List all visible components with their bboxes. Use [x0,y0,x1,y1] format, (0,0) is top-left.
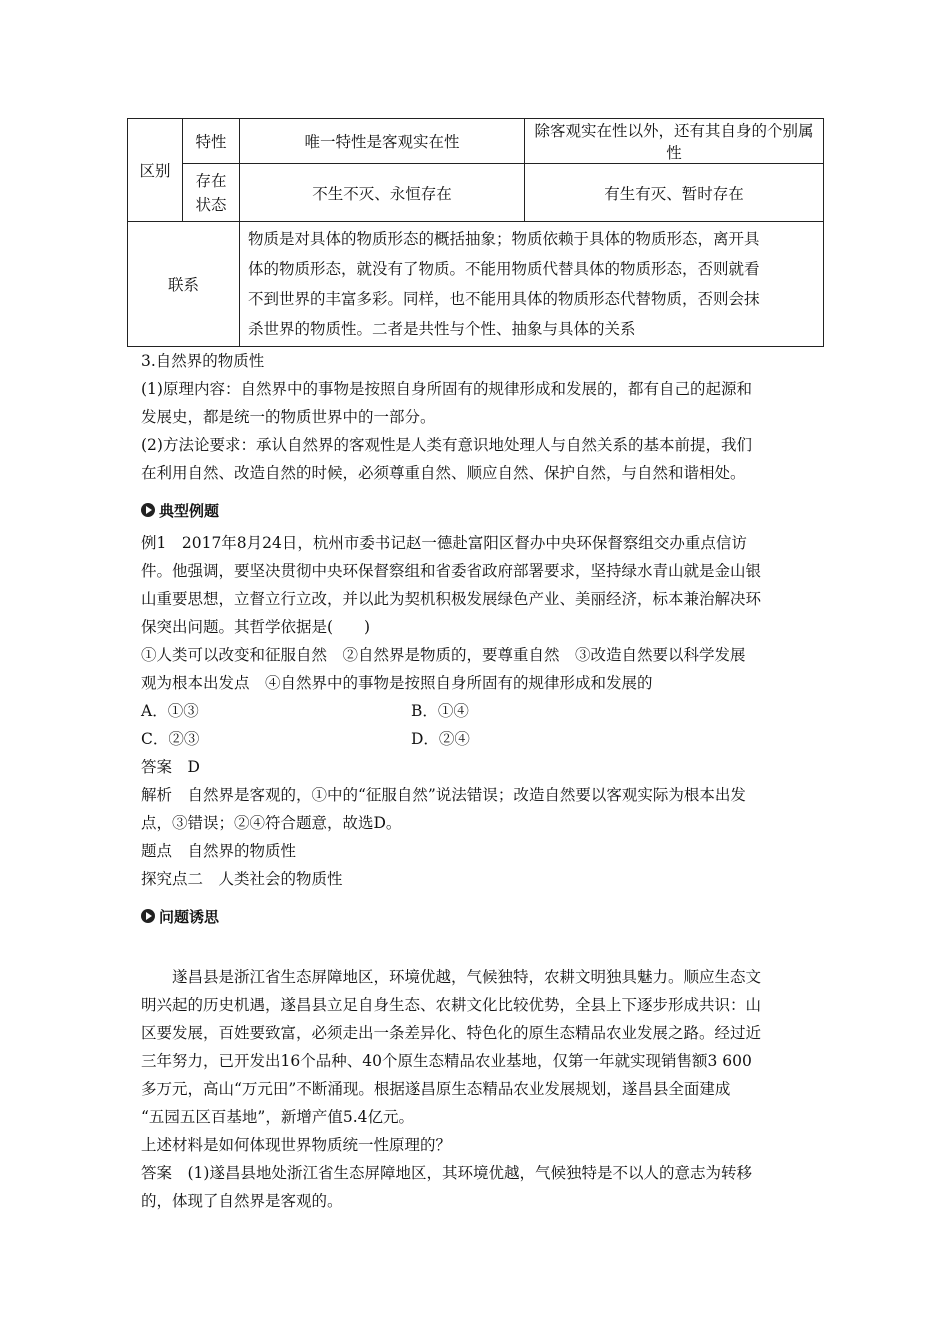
option-a: A．①③ [141,702,199,720]
heading-question [141,904,219,928]
section3-line: (2)方法论要求：承认自然界的客观性是人类有意识地处理人与自然关系的基本前提，我们 [141,436,752,454]
lianxi-line: 杀世界的物质性。二者是共性与个性、抽象与具体的关系 [248,320,636,338]
cell-form-trait: 除客观实在性以外，还有其自身的个别属性 [525,119,824,164]
example-block [141,529,821,893]
example-line: 山重要思想，立督立行立改，并以此为契机积极发展绿色产业、美丽经济，标本兼治解决环 [141,590,762,608]
question: 上述材料是如何体现世界物质统一性原理的？ [141,1136,452,1154]
example-line: 保突出问题。其哲学依据是( ) [141,618,371,636]
answer-line: 的，体现了自然界是客观的。 [141,1192,343,1210]
answer-line: 答案 (1)遂昌县地处浙江省生态屏障地区，其环境优越，气候独特是不以人的意志为转移 [141,1164,752,1182]
answer: 答案 D [141,758,200,776]
material-block [141,963,821,1215]
material-line: “五园五区百基地”，新增产值5.4亿元。 [141,1108,414,1126]
section3-title: 3.自然界的物质性 [141,352,265,370]
lianxi-line: 体的物质形态，就没有了物质。不能用物质代替具体的物质形态，否则就看 [248,260,760,278]
section3 [141,347,821,487]
cell-form-state: 有生有灭、暂时存在 [525,164,824,222]
analysis-line: 点，③错误；②④符合题意，故选D。 [141,814,402,832]
example-line: 例1 2017年8月24日，杭州市委书记赵一德赴富阳区督办中央环保督察组交办重点信访 [141,534,747,552]
explore-title: 探究点二 人类社会的物质性 [141,870,343,888]
material-line: 三年努力，已开发出16个品种、40个原生态精品农业基地，仅第一年就实现销售额3 600 [141,1052,752,1070]
heading-question-label: 问题诱思 [159,907,220,926]
example-line: 件。他强调，要坚决贯彻中央环保督察组和省委省政府部署要求，坚持绿水青山就是金山银 [141,562,762,580]
material-line: 多万元，高山“万元田”不断涌现。根据遂昌原生态精品农业发展规划，遂昌县全面建成 [141,1080,731,1098]
comparison-table [127,118,824,347]
section3-line: (1)原理内容：自然界中的事物是按照自身所固有的规律形成和发展的，都有自己的起源和 [141,380,752,398]
lianxi-line: 物质是对具体的物质形态的概括抽象；物质依赖于具体的物质形态，离开具 [248,230,760,248]
lianxi-line: 不到世界的丰富多彩。同样，也不能用具体的物质形态代替物质，否则会抹 [248,290,760,308]
row-group-label: 区别 [128,119,183,222]
heading-example-label: 典型例题 [159,501,220,520]
heading-example [141,498,219,522]
example-line: ①人类可以改变和征服自然 ②自然界是物质的，要尊重自然 ③改造自然要以科学发展 [141,646,746,664]
option-row [141,697,821,725]
option-d: D．②④ [411,730,470,748]
section3-line: 发展史，都是统一的物质世界中的一部分。 [141,408,436,426]
row-label-trait: 特性 [183,119,240,164]
material-line: 遂昌县是浙江省生态屏障地区，环境优越，气候独特，农耕文明独具魅力。顺应生态文 [172,968,762,986]
option-c: C．②③ [141,730,200,748]
cell-matter-trait: 唯一特性是客观实在性 [240,119,525,164]
section3-line: 在利用自然、改造自然的时候，必须尊重自然、顺应自然、保护自然，与自然和谐相处。 [141,464,746,482]
play-circle-icon [141,503,155,517]
row-label-state: 存在状态 [183,164,240,222]
material-line: 区要发展，百姓要致富，必须走出一条差异化、特色化的原生态精品农业发展之路。经过近 [141,1024,762,1042]
topic: 题点 自然界的物质性 [141,842,297,860]
analysis-line: 解析 自然界是客观的，①中的“征服自然”说法错误；改造自然要以客观实际为根本出发 [141,786,746,804]
lianxi-label: 联系 [128,222,240,347]
material-line: 明兴起的历史机遇，遂昌县立足自身生态、农耕文化比较优势，全县上下逐步形成共识：山 [141,996,762,1014]
lianxi-content [240,222,824,347]
cell-matter-state: 不生不灭、永恒存在 [240,164,525,222]
play-circle-icon [141,909,155,923]
option-row [141,725,821,753]
example-line: 观为根本出发点 ④自然界中的事物是按照自身所固有的规律形成和发展的 [141,674,653,692]
option-b: B．①④ [411,702,469,720]
